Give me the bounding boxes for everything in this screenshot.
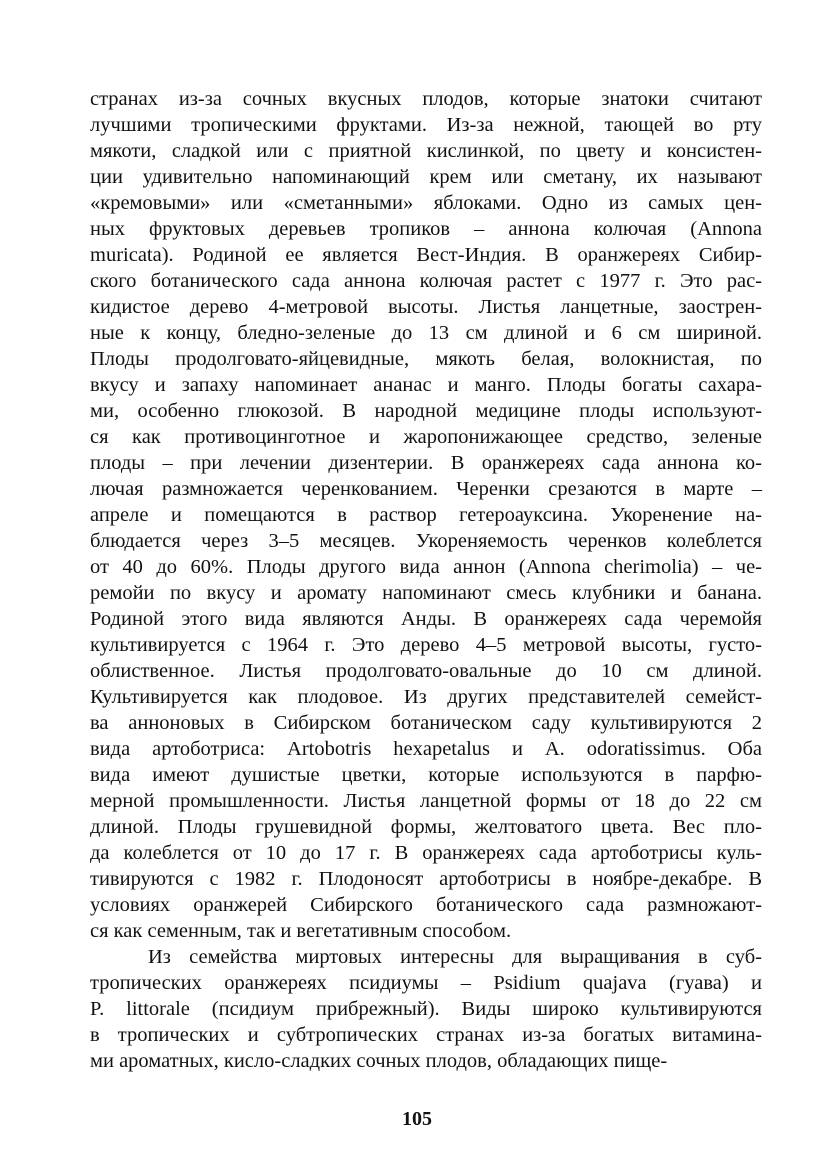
paragraph xyxy=(90,944,762,1074)
text-line: от 40 до 60%. Плоды другого вида аннон (Annona cherimolia) – че- xyxy=(90,556,762,578)
text-line: культивируется с 1964 г. Это дерево 4–5 метровой высоты, густо- xyxy=(90,634,762,656)
text-line: ми, особенно глюкозой. В народной медицине плоды используют- xyxy=(90,400,762,422)
text-line: muricata). Родиной ее является Вест-Индия. В оранжереях Сибир- xyxy=(90,244,762,266)
text-line: в тропических и субтропических странах из-за богатых витамина- xyxy=(90,1024,762,1046)
text-line: да колеблется от 10 до 17 г. В оранжереях сада артоботрисы куль- xyxy=(90,842,762,864)
text-line: вида артоботриса: Artobotris hexapetalus и A. odoratissimus. Оба xyxy=(90,738,762,760)
text-line: длиной. Плоды грушевидной формы, желтоватого цвета. Вес пло- xyxy=(90,816,762,838)
text-line: мякоти, сладкой или с приятной кислинкой, по цвету и консистен- xyxy=(90,140,762,162)
text-line: Родиной этого вида являются Анды. В оранжереях сада черемойя xyxy=(90,608,762,630)
text-line: лючая размножается черенкованием. Черенки срезаются в марте – xyxy=(90,478,762,500)
text-line: облиственное. Листья продолговато-овальные до 10 см длиной. xyxy=(90,660,762,682)
paragraph xyxy=(90,86,762,944)
page-number: 105 xyxy=(402,1108,432,1130)
text-line: тивируются с 1982 г. Плодоносят артоботрисы в ноябре-декабре. В xyxy=(90,868,762,890)
text-line: ского ботанического сада аннона колючая растет с 1977 г. Это рас- xyxy=(90,270,762,292)
text-line: ции удивительно напоминающий крем или сметану, их называют xyxy=(90,166,762,188)
text-line: ва анноновых в Сибирском ботаническом саду культивируются 2 xyxy=(90,712,762,734)
body-text xyxy=(90,86,762,1074)
text-line: блюдается через 3–5 месяцев. Укореняемость черенков колеблется xyxy=(90,530,762,552)
text-line: апреле и помещаются в раствор гетероауксина. Укоренение на- xyxy=(90,504,762,526)
text-line: ных фруктовых деревьев тропиков – аннона колючая (Annona xyxy=(90,218,762,240)
text-line: ремойи по вкусу и аромату напоминают смесь клубники и банана. xyxy=(90,582,762,604)
text-line: Плоды продолговато-яйцевидные, мякоть белая, волокнистая, по xyxy=(90,348,762,370)
text-line: плоды – при лечении дизентерии. В оранжереях сада аннона ко- xyxy=(90,452,762,474)
text-line: ми ароматных, кисло-сладких сочных плодов, обладающих пище- xyxy=(90,1050,668,1072)
text-line: кидистое дерево 4-метровой высоты. Листья ланцетные, заострен- xyxy=(90,296,762,318)
text-line: ные к концу, бледно-зеленые до 13 см длиной и 6 см шириной. xyxy=(90,322,762,344)
text-line: P. littorale (псидиум прибрежный). Виды широко культивируются xyxy=(90,998,762,1020)
text-line: ся как противоцинготное и жаропонижающее средство, зеленые xyxy=(90,426,762,448)
text-line: «кремовыми» или «сметанными» яблоками. Одно из самых цен- xyxy=(90,192,762,214)
text-line: Из семейства миртовых интересны для выращивания в суб- xyxy=(148,946,762,968)
text-line: вида имеют душистые цветки, которые используются в парфю- xyxy=(90,764,762,786)
text-line: странах из-за сочных вкусных плодов, которые знатоки считают xyxy=(90,88,762,110)
text-line: лучшими тропическими фруктами. Из-за нежной, тающей во рту xyxy=(90,114,762,136)
text-line: мерной промышленности. Листья ланцетной формы от 18 до 22 см xyxy=(90,790,762,812)
text-line: условиях оранжерей Сибирского ботанического сада размножают- xyxy=(90,894,762,916)
text-line: Культивируется как плодовое. Из других представителей семейст- xyxy=(90,686,762,708)
text-line: ся как семенным, так и вегетативным способом. xyxy=(90,920,512,942)
text-line: вкусу и запаху напоминает ананас и манго. Плоды богаты сахара- xyxy=(90,374,762,396)
text-line: тропических оранжереях псидиумы – Psidium quajava (гуава) и xyxy=(90,972,762,994)
